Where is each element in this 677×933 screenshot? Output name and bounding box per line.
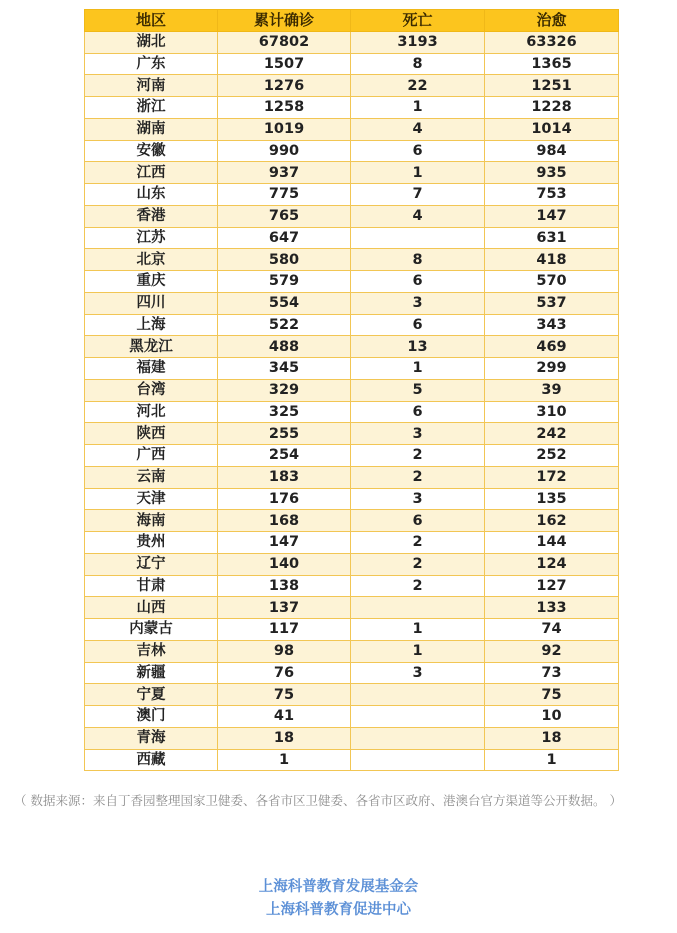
cell-confirmed: 329	[218, 379, 351, 401]
header-deaths: 死亡	[351, 10, 485, 32]
cell-recovered: 537	[485, 292, 619, 314]
cell-confirmed: 1	[218, 749, 351, 771]
table-row	[85, 401, 619, 423]
cell-region: 青海	[85, 727, 218, 749]
cell-confirmed: 990	[218, 140, 351, 162]
cell-confirmed: 522	[218, 314, 351, 336]
cell-confirmed: 183	[218, 466, 351, 488]
cell-region: 甘肃	[85, 575, 218, 597]
organization-block	[0, 876, 677, 922]
cell-deaths: 6	[351, 510, 485, 532]
cell-deaths: 8	[351, 53, 485, 75]
cell-deaths: 2	[351, 466, 485, 488]
table-row	[85, 706, 619, 728]
cell-region: 山东	[85, 184, 218, 206]
cell-region: 江西	[85, 162, 218, 184]
cell-region: 湖北	[85, 31, 218, 53]
cell-deaths	[351, 727, 485, 749]
cell-region: 重庆	[85, 271, 218, 293]
cell-confirmed: 147	[218, 532, 351, 554]
cell-region: 四川	[85, 292, 218, 314]
cell-confirmed: 1507	[218, 53, 351, 75]
cell-recovered: 147	[485, 205, 619, 227]
organization-name-1: 上海科普教育发展基金会	[258, 879, 419, 895]
cell-deaths: 4	[351, 118, 485, 140]
cell-recovered: 242	[485, 423, 619, 445]
cell-region: 贵州	[85, 532, 218, 554]
table-row	[85, 532, 619, 554]
cell-region: 浙江	[85, 97, 218, 119]
table-row	[85, 423, 619, 445]
table-row	[85, 379, 619, 401]
cell-region: 上海	[85, 314, 218, 336]
cell-confirmed: 554	[218, 292, 351, 314]
cell-recovered: 1014	[485, 118, 619, 140]
cell-recovered: 127	[485, 575, 619, 597]
table-row	[85, 75, 619, 97]
cell-region: 西藏	[85, 749, 218, 771]
cell-recovered: 935	[485, 162, 619, 184]
cell-recovered: 92	[485, 640, 619, 662]
cell-recovered: 10	[485, 706, 619, 728]
cell-recovered: 74	[485, 619, 619, 641]
cell-recovered: 310	[485, 401, 619, 423]
cell-deaths: 2	[351, 532, 485, 554]
cell-confirmed: 765	[218, 205, 351, 227]
cell-deaths: 3	[351, 423, 485, 445]
cell-deaths	[351, 749, 485, 771]
cell-deaths	[351, 684, 485, 706]
cell-confirmed: 488	[218, 336, 351, 358]
cell-region: 香港	[85, 205, 218, 227]
cell-deaths: 13	[351, 336, 485, 358]
cell-recovered: 1365	[485, 53, 619, 75]
cell-deaths	[351, 706, 485, 728]
cell-recovered: 753	[485, 184, 619, 206]
cell-recovered: 1	[485, 749, 619, 771]
table-row	[85, 118, 619, 140]
cell-region: 云南	[85, 466, 218, 488]
header-region: 地区	[85, 10, 218, 32]
cell-deaths: 2	[351, 445, 485, 467]
cell-recovered: 299	[485, 358, 619, 380]
cell-deaths: 1	[351, 162, 485, 184]
data-source-note: （ 数据来源：来自丁香园整理国家卫健委、各省市区卫健委、各省市区政府、港澳台官方渠道等公开数据。 ）	[14, 793, 622, 808]
header-recovered: 治愈	[485, 10, 619, 32]
cell-confirmed: 76	[218, 662, 351, 684]
cell-region: 北京	[85, 249, 218, 271]
cell-confirmed: 117	[218, 619, 351, 641]
cell-recovered: 1228	[485, 97, 619, 119]
cell-deaths: 1	[351, 97, 485, 119]
cell-confirmed: 168	[218, 510, 351, 532]
cell-recovered: 984	[485, 140, 619, 162]
table-row	[85, 358, 619, 380]
table-row	[85, 53, 619, 75]
table-row	[85, 292, 619, 314]
cell-recovered: 469	[485, 336, 619, 358]
cell-confirmed: 18	[218, 727, 351, 749]
table-row	[85, 314, 619, 336]
cell-recovered: 418	[485, 249, 619, 271]
cell-region: 澳门	[85, 706, 218, 728]
cell-recovered: 39	[485, 379, 619, 401]
cell-confirmed: 254	[218, 445, 351, 467]
cell-recovered: 135	[485, 488, 619, 510]
cell-confirmed: 345	[218, 358, 351, 380]
table-row	[85, 336, 619, 358]
cell-recovered: 1251	[485, 75, 619, 97]
cell-recovered: 75	[485, 684, 619, 706]
cell-region: 陕西	[85, 423, 218, 445]
table-row	[85, 553, 619, 575]
table-row	[85, 31, 619, 53]
table-row	[85, 662, 619, 684]
table-row	[85, 445, 619, 467]
cell-confirmed: 137	[218, 597, 351, 619]
cell-region: 宁夏	[85, 684, 218, 706]
cell-confirmed: 325	[218, 401, 351, 423]
table-row	[85, 575, 619, 597]
table-row	[85, 184, 619, 206]
cell-deaths: 2	[351, 575, 485, 597]
table-row	[85, 488, 619, 510]
cell-region: 山西	[85, 597, 218, 619]
cell-deaths	[351, 227, 485, 249]
cell-region: 湖南	[85, 118, 218, 140]
cell-confirmed: 580	[218, 249, 351, 271]
cell-deaths: 5	[351, 379, 485, 401]
cell-region: 广西	[85, 445, 218, 467]
cell-deaths: 3	[351, 662, 485, 684]
cell-recovered: 133	[485, 597, 619, 619]
cell-region: 河北	[85, 401, 218, 423]
cell-deaths: 3	[351, 488, 485, 510]
cell-confirmed: 140	[218, 553, 351, 575]
cell-confirmed: 937	[218, 162, 351, 184]
cell-region: 安徽	[85, 140, 218, 162]
cell-confirmed: 255	[218, 423, 351, 445]
table-row	[85, 249, 619, 271]
cell-recovered: 252	[485, 445, 619, 467]
table-body	[85, 31, 619, 771]
table-row	[85, 597, 619, 619]
cell-deaths: 6	[351, 271, 485, 293]
cell-deaths	[351, 597, 485, 619]
cell-region: 台湾	[85, 379, 218, 401]
table-row	[85, 749, 619, 771]
table-row	[85, 205, 619, 227]
cell-recovered: 144	[485, 532, 619, 554]
table-row	[85, 640, 619, 662]
cell-confirmed: 647	[218, 227, 351, 249]
cell-region: 江苏	[85, 227, 218, 249]
cell-confirmed: 75	[218, 684, 351, 706]
cell-region: 内蒙古	[85, 619, 218, 641]
cell-region: 海南	[85, 510, 218, 532]
cell-confirmed: 176	[218, 488, 351, 510]
cell-recovered: 343	[485, 314, 619, 336]
cell-region: 新疆	[85, 662, 218, 684]
cell-region: 吉林	[85, 640, 218, 662]
cell-recovered: 63326	[485, 31, 619, 53]
cell-recovered: 18	[485, 727, 619, 749]
cell-region: 河南	[85, 75, 218, 97]
cell-confirmed: 138	[218, 575, 351, 597]
cell-recovered: 631	[485, 227, 619, 249]
cell-confirmed: 579	[218, 271, 351, 293]
table-row	[85, 271, 619, 293]
table-row	[85, 684, 619, 706]
table-header	[85, 10, 619, 32]
cell-recovered: 172	[485, 466, 619, 488]
cell-region: 辽宁	[85, 553, 218, 575]
cell-deaths: 1	[351, 619, 485, 641]
cell-region: 福建	[85, 358, 218, 380]
cell-recovered: 570	[485, 271, 619, 293]
cell-region: 广东	[85, 53, 218, 75]
cell-recovered: 73	[485, 662, 619, 684]
cell-deaths: 6	[351, 140, 485, 162]
cell-confirmed: 98	[218, 640, 351, 662]
cell-confirmed: 1276	[218, 75, 351, 97]
cell-region: 黑龙江	[85, 336, 218, 358]
cell-recovered: 162	[485, 510, 619, 532]
header-row	[85, 10, 619, 32]
cell-deaths: 1	[351, 358, 485, 380]
cell-recovered: 124	[485, 553, 619, 575]
cell-deaths: 7	[351, 184, 485, 206]
cell-deaths: 8	[351, 249, 485, 271]
cell-deaths: 4	[351, 205, 485, 227]
cell-confirmed: 67802	[218, 31, 351, 53]
cell-deaths: 6	[351, 401, 485, 423]
cell-confirmed: 1019	[218, 118, 351, 140]
header-confirmed: 累计确诊	[218, 10, 351, 32]
table-row	[85, 162, 619, 184]
cell-region: 天津	[85, 488, 218, 510]
table-row	[85, 619, 619, 641]
cell-deaths: 22	[351, 75, 485, 97]
organization-name-2: 上海科普教育促进中心	[266, 902, 411, 918]
table-row	[85, 727, 619, 749]
data-table-container	[84, 9, 618, 771]
table-row	[85, 466, 619, 488]
cell-deaths: 3	[351, 292, 485, 314]
cell-deaths: 2	[351, 553, 485, 575]
table-row	[85, 510, 619, 532]
cell-deaths: 3193	[351, 31, 485, 53]
cell-confirmed: 1258	[218, 97, 351, 119]
table-row	[85, 97, 619, 119]
cell-confirmed: 41	[218, 706, 351, 728]
table-row	[85, 140, 619, 162]
table-row	[85, 227, 619, 249]
epidemic-data-table	[84, 9, 619, 771]
cell-confirmed: 775	[218, 184, 351, 206]
cell-deaths: 6	[351, 314, 485, 336]
cell-deaths: 1	[351, 640, 485, 662]
